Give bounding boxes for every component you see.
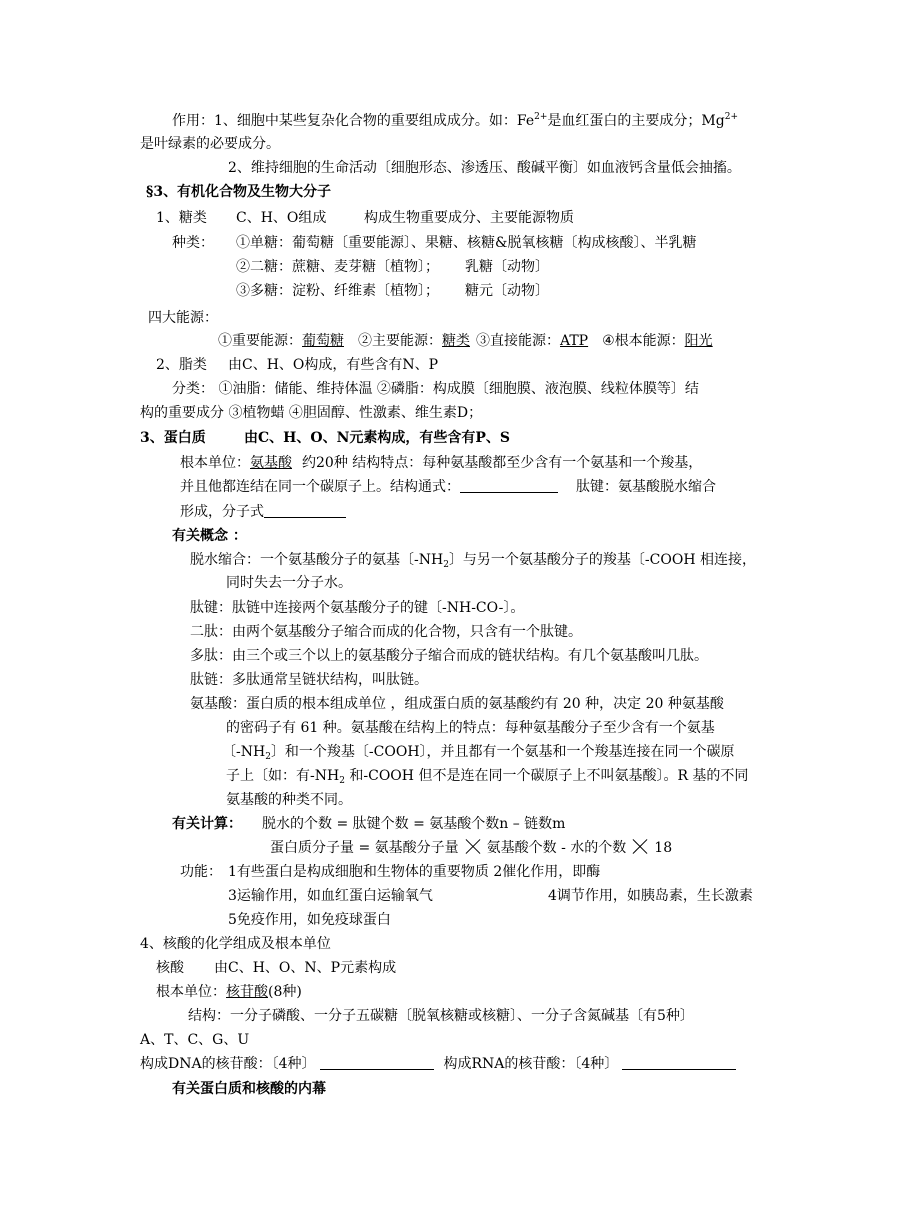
- energy-sources: ①重要能源：葡萄糖 ②主要能源：糖类 ③直接能源：ATP ④根本能源：阳光: [218, 333, 713, 349]
- lipid-elements: 由C、H、O构成，有些含有N、P: [228, 357, 439, 373]
- concept-peptide-chain: 肽链：多肽通常呈链状结构，叫肽链。: [190, 672, 428, 688]
- na-nucleotides: 构成DNA的核苷酸：〔4种〕 构成RNA的核苷酸：〔4种〕: [140, 1054, 736, 1074]
- protein-formula: 形成，分子式: [180, 502, 346, 522]
- sugar-function: 构成生物重要成分、主要能源物质: [364, 210, 574, 226]
- text-line: 2、维持细胞的生命活动〔细胞形态、渗透压、酸碱平衡〕如血液钙含量低会抽搐。: [228, 160, 741, 176]
- na-unit: 根本单位：核苷酸(8种): [156, 984, 302, 1000]
- lipid-classes-cont: 构的重要成分 ③植物蜡 ④胆固醇、性激素、维生素D；: [140, 405, 483, 421]
- na-bases: A、T、C、G、U: [140, 1032, 250, 1048]
- protein-title: 3、蛋白质: [140, 430, 206, 446]
- energy-label: 四大能源：: [148, 310, 218, 326]
- calc-formula-1: 脱水的个数 = 肽键个数 = 氨基酸个数n – 链数m: [262, 816, 566, 832]
- text-line: 作用：1、细胞中某些复杂化合物的重要组成成分。如：$Fe^{2+}$是血红蛋白的主要成分；$Mg^{2+}$: [172, 112, 738, 129]
- concept-amino-acid-cont: 的密码子有 61 种。氨基酸在结构上的特点：每种氨基酸分子至少含有一个氨基: [226, 720, 715, 736]
- blank-line: [460, 478, 558, 493]
- concept-amino-acid-cont: 〔$-NH_2$〕和一个羧基〔-COOH〕，并且都有一个氨基和一个羧基连接在同一个碳原: [222, 744, 735, 762]
- section-heading: §3、有机化合物及生物大分子: [146, 184, 332, 200]
- protein-unit: 根本单位：氨基酸 约20种 结构特点：每种氨基酸都至少含有一个氨基和一个羧基，: [180, 455, 703, 471]
- text-line: 是叶绿素的必要成分。: [140, 136, 280, 152]
- multiply-icon: [632, 839, 648, 855]
- sugar-kinds-label: 种类：: [172, 235, 214, 251]
- sugar-title: 1、糖类: [156, 210, 207, 226]
- concept-amino-acid-cont: 子上〔如：有$-NH_2$ 和-COOH 但不是连在同一个碳原子上不叫氨基酸〕。R 基的不同: [226, 768, 749, 786]
- func-3: 3运输作用，如血红蛋白运输氧气: [228, 888, 433, 904]
- protein-structure: 并且他都连结在同一个碳原子上。结构通式： 肽键：氨基酸脱水缩合: [180, 479, 716, 495]
- concept-amino-acid: 氨基酸：蛋白质的根本组成单位 ，组成蛋白质的氨基酸约有 20 种，决定 20 种氨基酸: [190, 696, 724, 712]
- calc-formula-2: 蛋白质分子量 = 氨基酸分子量 氨基酸个数 - 水的个数 18: [270, 840, 673, 856]
- blank-line: [622, 1055, 736, 1070]
- sugar-kind-3: ③多糖：淀粉、纤维素〔植物〕； 糖元〔动物〕: [236, 283, 549, 299]
- func-4: 4调节作用，如胰岛素，生长激素: [548, 888, 753, 904]
- final-heading: 有关蛋白质和核酸的内幕: [172, 1081, 326, 1097]
- sugar-kind-2: ②二糖：蔗糖、麦芽糖〔植物〕； 乳糖〔动物〕: [236, 259, 549, 275]
- func-5: 5免疫作用，如免疫球蛋白: [228, 912, 391, 928]
- concepts-title: 有关概念 ：: [172, 528, 247, 544]
- sugar-kind-1: ①单糖：葡萄糖〔重要能源〕、果糖、核糖&脱氧核糖〔构成核酸〕、半乳糖: [236, 235, 697, 251]
- concept-dipeptide: 二肽：由两个氨基酸分子缩合而成的化合物，只含有一个肽键。: [190, 624, 582, 640]
- func-1: 1有些蛋白是构成细胞和生物体的重要物质 2催化作用，即酶: [228, 864, 601, 880]
- sugar-elements: C、H、O组成: [236, 210, 327, 226]
- lipid-title: 2、脂类: [156, 357, 207, 373]
- blank-line: [264, 503, 346, 518]
- lipid-classes: 分类： ①油脂：储能、维持体温 ②磷脂：构成膜〔细胞膜、液泡膜、线粒体膜等〕结: [172, 381, 699, 397]
- concept-dehydration: 脱水缩合：一个氨基酸分子的氨基〔$-NH_2$〕与另一个氨基酸分子的羧基〔-COOH 相连接，: [190, 552, 756, 570]
- blank-line: [320, 1055, 434, 1070]
- concept-peptide-bond: 肽键：肽链中连接两个氨基酸分子的键〔-NH-CO-〕。: [190, 600, 525, 616]
- concept-dehydration-cont: 同时失去一分子水。: [226, 575, 352, 591]
- protein-elements: 由C、H、O、N元素构成，有些含有P、S: [244, 430, 510, 446]
- calc-title: 有关计算：: [172, 816, 242, 832]
- func-label: 功能：: [180, 864, 222, 880]
- na-title: 4、核酸的化学组成及根本单位: [140, 936, 331, 952]
- concept-amino-acid-cont: 氨基酸的种类不同。: [226, 792, 352, 808]
- concept-polypeptide: 多肽：由三个或三个以上的氨基酸分子缩合而成的链状结构。有几个氨基酸叫几肽。: [190, 648, 708, 664]
- na-elements: 核酸 由C、H、O、N、P元素构成: [156, 960, 397, 976]
- na-structure: 结构：一分子磷酸、一分子五碳糖〔脱氧核糖或核糖〕、一分子含氮碱基〔有5种〕: [188, 1008, 694, 1024]
- multiply-icon: [465, 839, 481, 855]
